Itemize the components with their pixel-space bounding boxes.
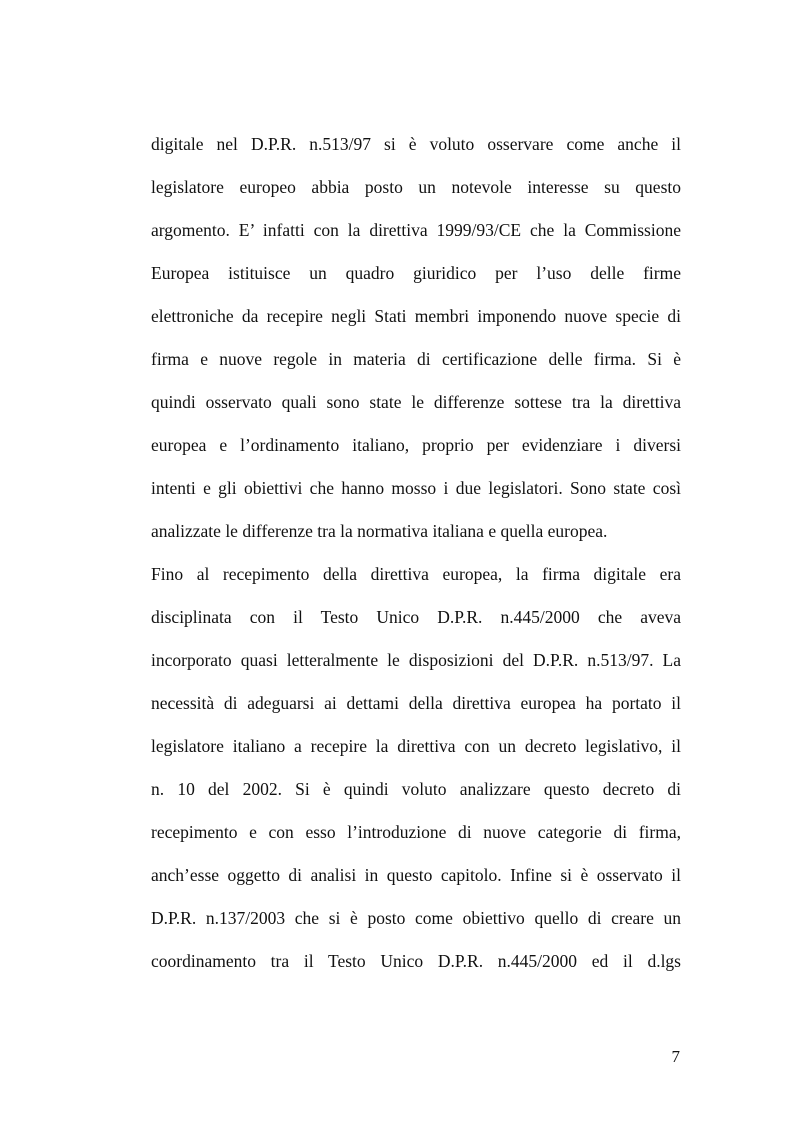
text-line: analizzate le differenze tra la normativa italiana e quella europea.	[151, 521, 608, 541]
text-line: n. 10 del 2002. Si è quindi voluto analizzare questo decreto di	[151, 779, 681, 799]
text-line: legislatore europeo abbia posto un notevole interesse su questo	[151, 177, 681, 197]
paragraph-1	[151, 128, 681, 558]
text-line: disciplinata con il Testo Unico D.P.R. n.445/2000 che aveva	[151, 607, 681, 627]
text-line: coordinamento tra il Testo Unico D.P.R. n.445/2000 ed il d.lgs	[151, 951, 681, 971]
paragraph-2	[151, 558, 681, 988]
text-line: anch’esse oggetto di analisi in questo capitolo. Infine si è osservato il	[151, 865, 681, 885]
text-line: firma e nuove regole in materia di certificazione delle firma. Si è	[151, 349, 681, 369]
text-line: recepimento e con esso l’introduzione di nuove categorie di firma,	[151, 822, 681, 842]
text-line: europea e l’ordinamento italiano, proprio per evidenziare i diversi	[151, 435, 681, 455]
body-text	[151, 128, 681, 988]
text-line: Europea istituisce un quadro giuridico per l’uso delle firme	[151, 263, 681, 283]
text-line: argomento. E’ infatti con la direttiva 1999/93/CE che la Commissione	[151, 220, 681, 240]
page-number: 7	[671, 1047, 680, 1066]
text-line: quindi osservato quali sono state le differenze sottese tra la direttiva	[151, 392, 681, 412]
text-line: Fino al recepimento della direttiva europea, la firma digitale era	[151, 564, 681, 584]
text-line: necessità di adeguarsi ai dettami della direttiva europea ha portato il	[151, 693, 681, 713]
text-line: D.P.R. n.137/2003 che si è posto come obiettivo quello di creare un	[151, 908, 681, 928]
text-line: intenti e gli obiettivi che hanno mosso i due legislatori. Sono state così	[151, 478, 681, 498]
text-line: incorporato quasi letteralmente le disposizioni del D.P.R. n.513/97. La	[151, 650, 681, 670]
text-line: legislatore italiano a recepire la direttiva con un decreto legislativo, il	[151, 736, 681, 756]
text-line: digitale nel D.P.R. n.513/97 si è voluto osservare come anche il	[151, 134, 681, 154]
text-line: elettroniche da recepire negli Stati membri imponendo nuove specie di	[151, 306, 681, 326]
